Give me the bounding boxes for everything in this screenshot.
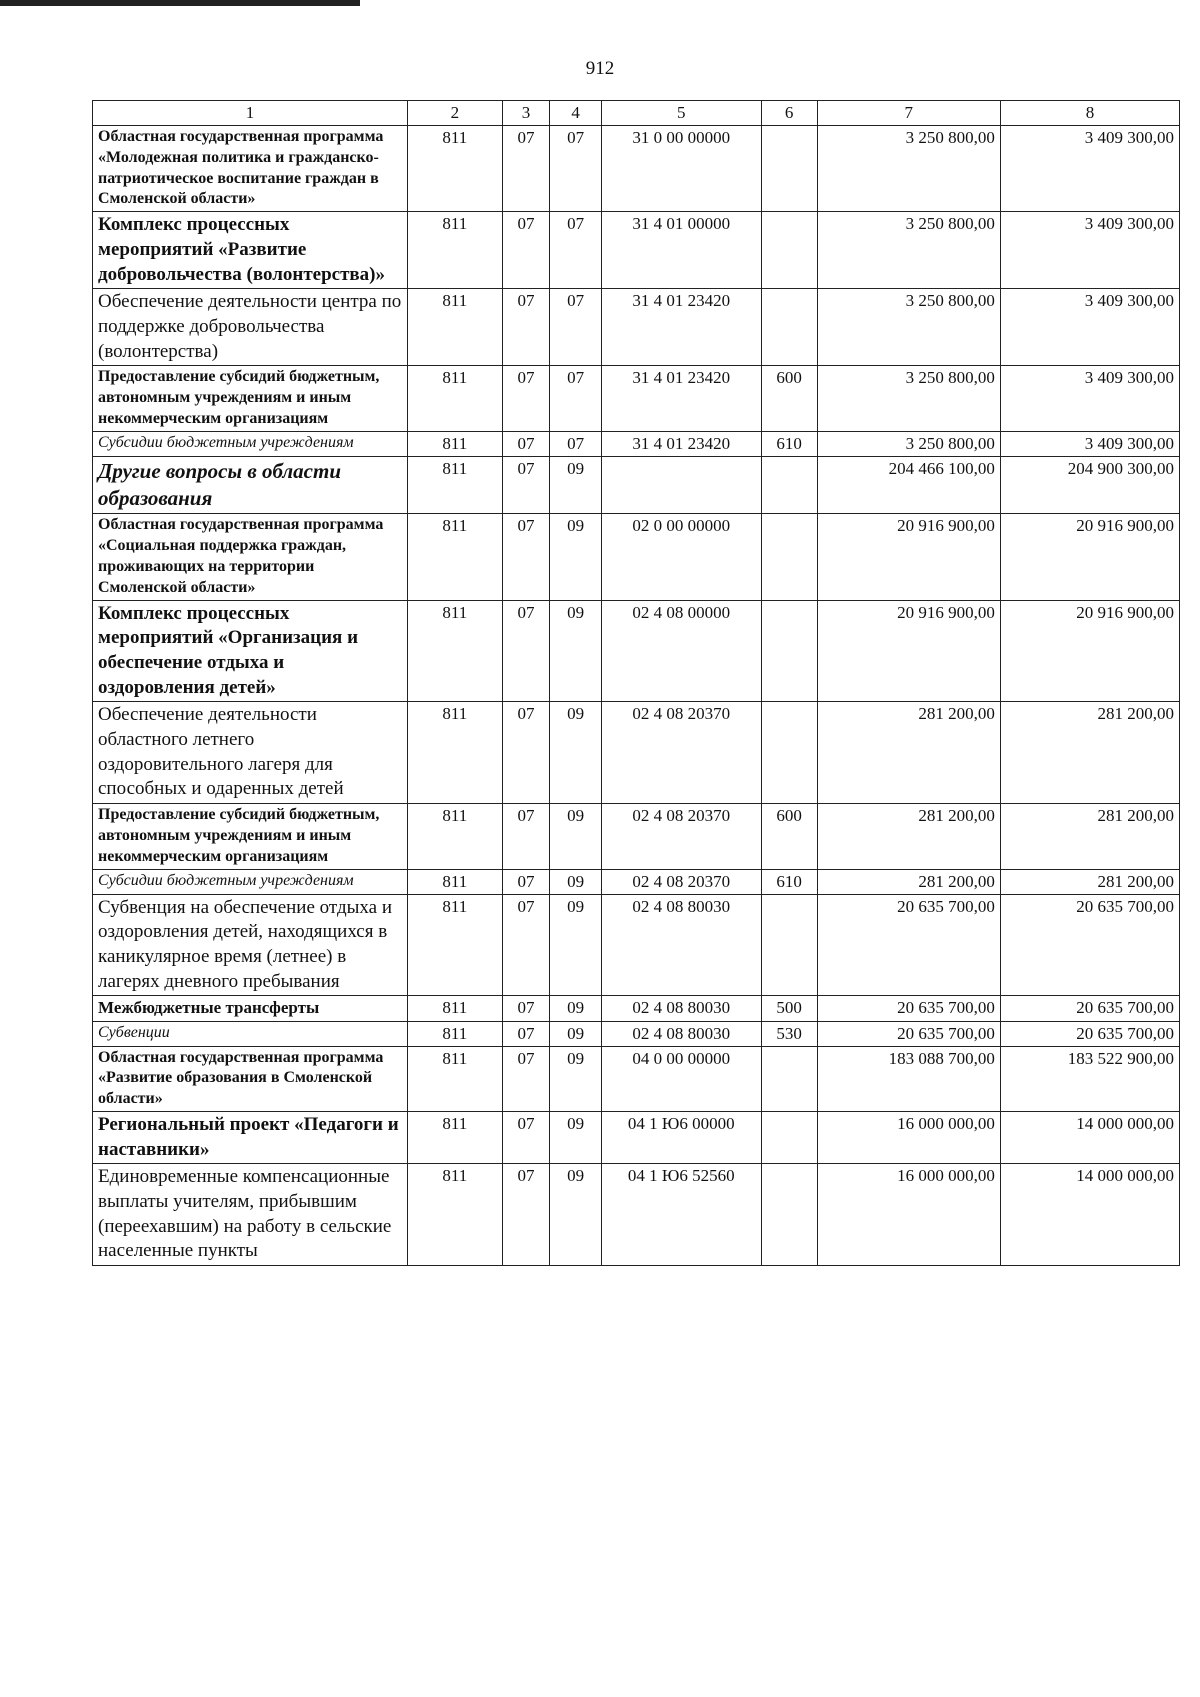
cell-target-article: 04 1 Ю6 52560: [601, 1164, 761, 1266]
cell-target-article: 31 4 01 23420: [601, 431, 761, 456]
column-header: 3: [502, 101, 549, 126]
cell-section-code: 07: [502, 514, 549, 600]
cell-name: Субсидии бюджетным учреждениям: [93, 431, 408, 456]
cell-amount-year-1: 20 916 900,00: [817, 600, 1000, 702]
cell-amount-year-1: 204 466 100,00: [817, 456, 1000, 514]
table-row: [93, 212, 1180, 289]
cell-section-code: 07: [502, 1046, 549, 1111]
cell-subsection-code: 07: [550, 289, 602, 366]
budget-table: [92, 100, 1180, 1266]
cell-amount-year-2: 3 409 300,00: [1000, 431, 1179, 456]
cell-administrator-code: 811: [407, 514, 502, 600]
cell-amount-year-2: 14 000 000,00: [1000, 1164, 1179, 1266]
cell-name: Субвенции: [93, 1021, 408, 1046]
cell-section-code: 07: [502, 1021, 549, 1046]
table-row: [93, 1164, 1180, 1266]
cell-administrator-code: 811: [407, 702, 502, 804]
table-row: [93, 456, 1180, 514]
cell-target-article: [601, 456, 761, 514]
cell-name: Комплекс процессных мероприятий «Развитие добровольчества (волонтерства)»: [93, 212, 408, 289]
cell-administrator-code: 811: [407, 366, 502, 431]
cell-name: Областная государственная программа «Молодежная политика и гражданско-патриотическое воспитание граждан в Смоленской области»: [93, 126, 408, 212]
cell-administrator-code: 811: [407, 456, 502, 514]
cell-section-code: 07: [502, 126, 549, 212]
cell-name: Субвенция на обеспечение отдыха и оздоровления детей, находящихся в каникулярное время (летнее) в лагерях дневного пребывания: [93, 894, 408, 996]
cell-name: Предоставление субсидий бюджетным, автономным учреждениям и иным некоммерческим организациям: [93, 366, 408, 431]
cell-amount-year-1: 3 250 800,00: [817, 289, 1000, 366]
cell-amount-year-2: 3 409 300,00: [1000, 366, 1179, 431]
cell-amount-year-1: 3 250 800,00: [817, 126, 1000, 212]
table-row: [93, 996, 1180, 1021]
table-row: [93, 126, 1180, 212]
cell-amount-year-1: 3 250 800,00: [817, 366, 1000, 431]
cell-subsection-code: 07: [550, 366, 602, 431]
cell-target-article: 02 4 08 20370: [601, 869, 761, 894]
cell-target-article: 02 0 00 00000: [601, 514, 761, 600]
table-row: [93, 514, 1180, 600]
cell-administrator-code: 811: [407, 894, 502, 996]
cell-administrator-code: 811: [407, 869, 502, 894]
cell-expense-type: [761, 289, 817, 366]
cell-administrator-code: 811: [407, 1164, 502, 1266]
cell-amount-year-1: 16 000 000,00: [817, 1164, 1000, 1266]
cell-subsection-code: 09: [550, 869, 602, 894]
cell-amount-year-1: 20 635 700,00: [817, 996, 1000, 1021]
cell-name: Субсидии бюджетным учреждениям: [93, 869, 408, 894]
cell-name: Региональный проект «Педагоги и наставники»: [93, 1111, 408, 1163]
cell-amount-year-2: 3 409 300,00: [1000, 126, 1179, 212]
cell-subsection-code: 07: [550, 126, 602, 212]
cell-expense-type: 600: [761, 804, 817, 869]
cell-administrator-code: 811: [407, 126, 502, 212]
cell-amount-year-2: 20 916 900,00: [1000, 600, 1179, 702]
cell-amount-year-1: 20 635 700,00: [817, 894, 1000, 996]
cell-amount-year-2: 281 200,00: [1000, 869, 1179, 894]
cell-subsection-code: 09: [550, 1111, 602, 1163]
cell-expense-type: 600: [761, 366, 817, 431]
cell-amount-year-1: 20 916 900,00: [817, 514, 1000, 600]
cell-administrator-code: 811: [407, 431, 502, 456]
cell-name: Межбюджетные трансферты: [93, 996, 408, 1021]
cell-section-code: 07: [502, 600, 549, 702]
cell-target-article: 02 4 08 80030: [601, 1021, 761, 1046]
cell-expense-type: 610: [761, 869, 817, 894]
cell-expense-type: 500: [761, 996, 817, 1021]
cell-expense-type: [761, 456, 817, 514]
column-header: 7: [817, 101, 1000, 126]
cell-expense-type: [761, 894, 817, 996]
cell-amount-year-1: 281 200,00: [817, 702, 1000, 804]
cell-target-article: 04 0 00 00000: [601, 1046, 761, 1111]
top-scan-rule: [0, 0, 360, 6]
cell-target-article: 31 4 01 00000: [601, 212, 761, 289]
cell-expense-type: [761, 702, 817, 804]
cell-section-code: 07: [502, 894, 549, 996]
cell-section-code: 07: [502, 996, 549, 1021]
cell-target-article: 02 4 08 20370: [601, 702, 761, 804]
cell-target-article: 31 4 01 23420: [601, 289, 761, 366]
cell-subsection-code: 09: [550, 600, 602, 702]
table-row: [93, 600, 1180, 702]
cell-expense-type: 530: [761, 1021, 817, 1046]
cell-amount-year-2: 20 635 700,00: [1000, 1021, 1179, 1046]
cell-administrator-code: 811: [407, 212, 502, 289]
table-row: [93, 1046, 1180, 1111]
cell-expense-type: [761, 1164, 817, 1266]
cell-name: Единовременные компенсационные выплаты учителям, прибывшим (переехавшим) на работу в сельские населенные пункты: [93, 1164, 408, 1266]
table-row: [93, 289, 1180, 366]
page-number: 912: [585, 58, 615, 79]
cell-name: Обеспечение деятельности центра по поддержке добровольчества (волонтерства): [93, 289, 408, 366]
cell-section-code: 07: [502, 1111, 549, 1163]
cell-target-article: 31 0 00 00000: [601, 126, 761, 212]
cell-target-article: 31 4 01 23420: [601, 366, 761, 431]
cell-administrator-code: 811: [407, 804, 502, 869]
cell-amount-year-2: 183 522 900,00: [1000, 1046, 1179, 1111]
cell-subsection-code: 09: [550, 804, 602, 869]
table-row: [93, 1021, 1180, 1046]
cell-section-code: 07: [502, 804, 549, 869]
cell-amount-year-1: 183 088 700,00: [817, 1046, 1000, 1111]
table-row: [93, 366, 1180, 431]
cell-section-code: 07: [502, 1164, 549, 1266]
cell-subsection-code: 09: [550, 1164, 602, 1266]
cell-target-article: 04 1 Ю6 00000: [601, 1111, 761, 1163]
cell-name: Предоставление субсидий бюджетным, автономным учреждениям и иным некоммерческим организациям: [93, 804, 408, 869]
cell-expense-type: [761, 212, 817, 289]
column-header: 2: [407, 101, 502, 126]
cell-administrator-code: 811: [407, 1111, 502, 1163]
cell-expense-type: [761, 1111, 817, 1163]
cell-amount-year-1: 20 635 700,00: [817, 1021, 1000, 1046]
column-header: 1: [93, 101, 408, 126]
cell-amount-year-2: 281 200,00: [1000, 702, 1179, 804]
cell-subsection-code: 09: [550, 894, 602, 996]
cell-amount-year-2: 3 409 300,00: [1000, 212, 1179, 289]
cell-expense-type: [761, 600, 817, 702]
cell-expense-type: [761, 126, 817, 212]
cell-subsection-code: 09: [550, 702, 602, 804]
cell-subsection-code: 07: [550, 212, 602, 289]
cell-amount-year-2: 204 900 300,00: [1000, 456, 1179, 514]
cell-administrator-code: 811: [407, 1021, 502, 1046]
cell-amount-year-1: 3 250 800,00: [817, 431, 1000, 456]
table-row: [93, 1111, 1180, 1163]
cell-section-code: 07: [502, 869, 549, 894]
cell-target-article: 02 4 08 80030: [601, 894, 761, 996]
cell-section-code: 07: [502, 212, 549, 289]
table-row: [93, 804, 1180, 869]
cell-name: Областная государственная программа «Социальная поддержка граждан, проживающих на территории Смоленской области»: [93, 514, 408, 600]
table-row: [93, 894, 1180, 996]
table-row: [93, 869, 1180, 894]
cell-expense-type: [761, 1046, 817, 1111]
column-header: 5: [601, 101, 761, 126]
cell-amount-year-1: 16 000 000,00: [817, 1111, 1000, 1163]
cell-subsection-code: 09: [550, 1021, 602, 1046]
cell-target-article: 02 4 08 80030: [601, 996, 761, 1021]
cell-administrator-code: 811: [407, 996, 502, 1021]
cell-subsection-code: 09: [550, 996, 602, 1021]
cell-expense-type: [761, 514, 817, 600]
cell-subsection-code: 09: [550, 514, 602, 600]
cell-administrator-code: 811: [407, 289, 502, 366]
cell-name: Комплекс процессных мероприятий «Организация и обеспечение отдыха и оздоровления детей»: [93, 600, 408, 702]
cell-name: Обеспечение деятельности областного летнего оздоровительного лагеря для способных и одаренных детей: [93, 702, 408, 804]
cell-amount-year-2: 3 409 300,00: [1000, 289, 1179, 366]
cell-amount-year-1: 281 200,00: [817, 869, 1000, 894]
cell-administrator-code: 811: [407, 600, 502, 702]
table-row: [93, 702, 1180, 804]
cell-subsection-code: 07: [550, 431, 602, 456]
cell-amount-year-2: 20 635 700,00: [1000, 996, 1179, 1021]
cell-target-article: 02 4 08 00000: [601, 600, 761, 702]
cell-section-code: 07: [502, 456, 549, 514]
cell-name: Другие вопросы в области образования: [93, 456, 408, 514]
cell-section-code: 07: [502, 702, 549, 804]
cell-target-article: 02 4 08 20370: [601, 804, 761, 869]
cell-section-code: 07: [502, 366, 549, 431]
column-header: 6: [761, 101, 817, 126]
cell-expense-type: 610: [761, 431, 817, 456]
cell-amount-year-2: 14 000 000,00: [1000, 1111, 1179, 1163]
cell-section-code: 07: [502, 431, 549, 456]
cell-name: Областная государственная программа «Развитие образования в Смоленской области»: [93, 1046, 408, 1111]
table-row: [93, 431, 1180, 456]
cell-amount-year-1: 3 250 800,00: [817, 212, 1000, 289]
cell-amount-year-2: 20 635 700,00: [1000, 894, 1179, 996]
cell-administrator-code: 811: [407, 1046, 502, 1111]
column-header: 4: [550, 101, 602, 126]
cell-amount-year-2: 281 200,00: [1000, 804, 1179, 869]
cell-section-code: 07: [502, 289, 549, 366]
table-header-row: [93, 101, 1180, 126]
cell-amount-year-2: 20 916 900,00: [1000, 514, 1179, 600]
cell-subsection-code: 09: [550, 1046, 602, 1111]
cell-subsection-code: 09: [550, 456, 602, 514]
cell-amount-year-1: 281 200,00: [817, 804, 1000, 869]
column-header: 8: [1000, 101, 1179, 126]
